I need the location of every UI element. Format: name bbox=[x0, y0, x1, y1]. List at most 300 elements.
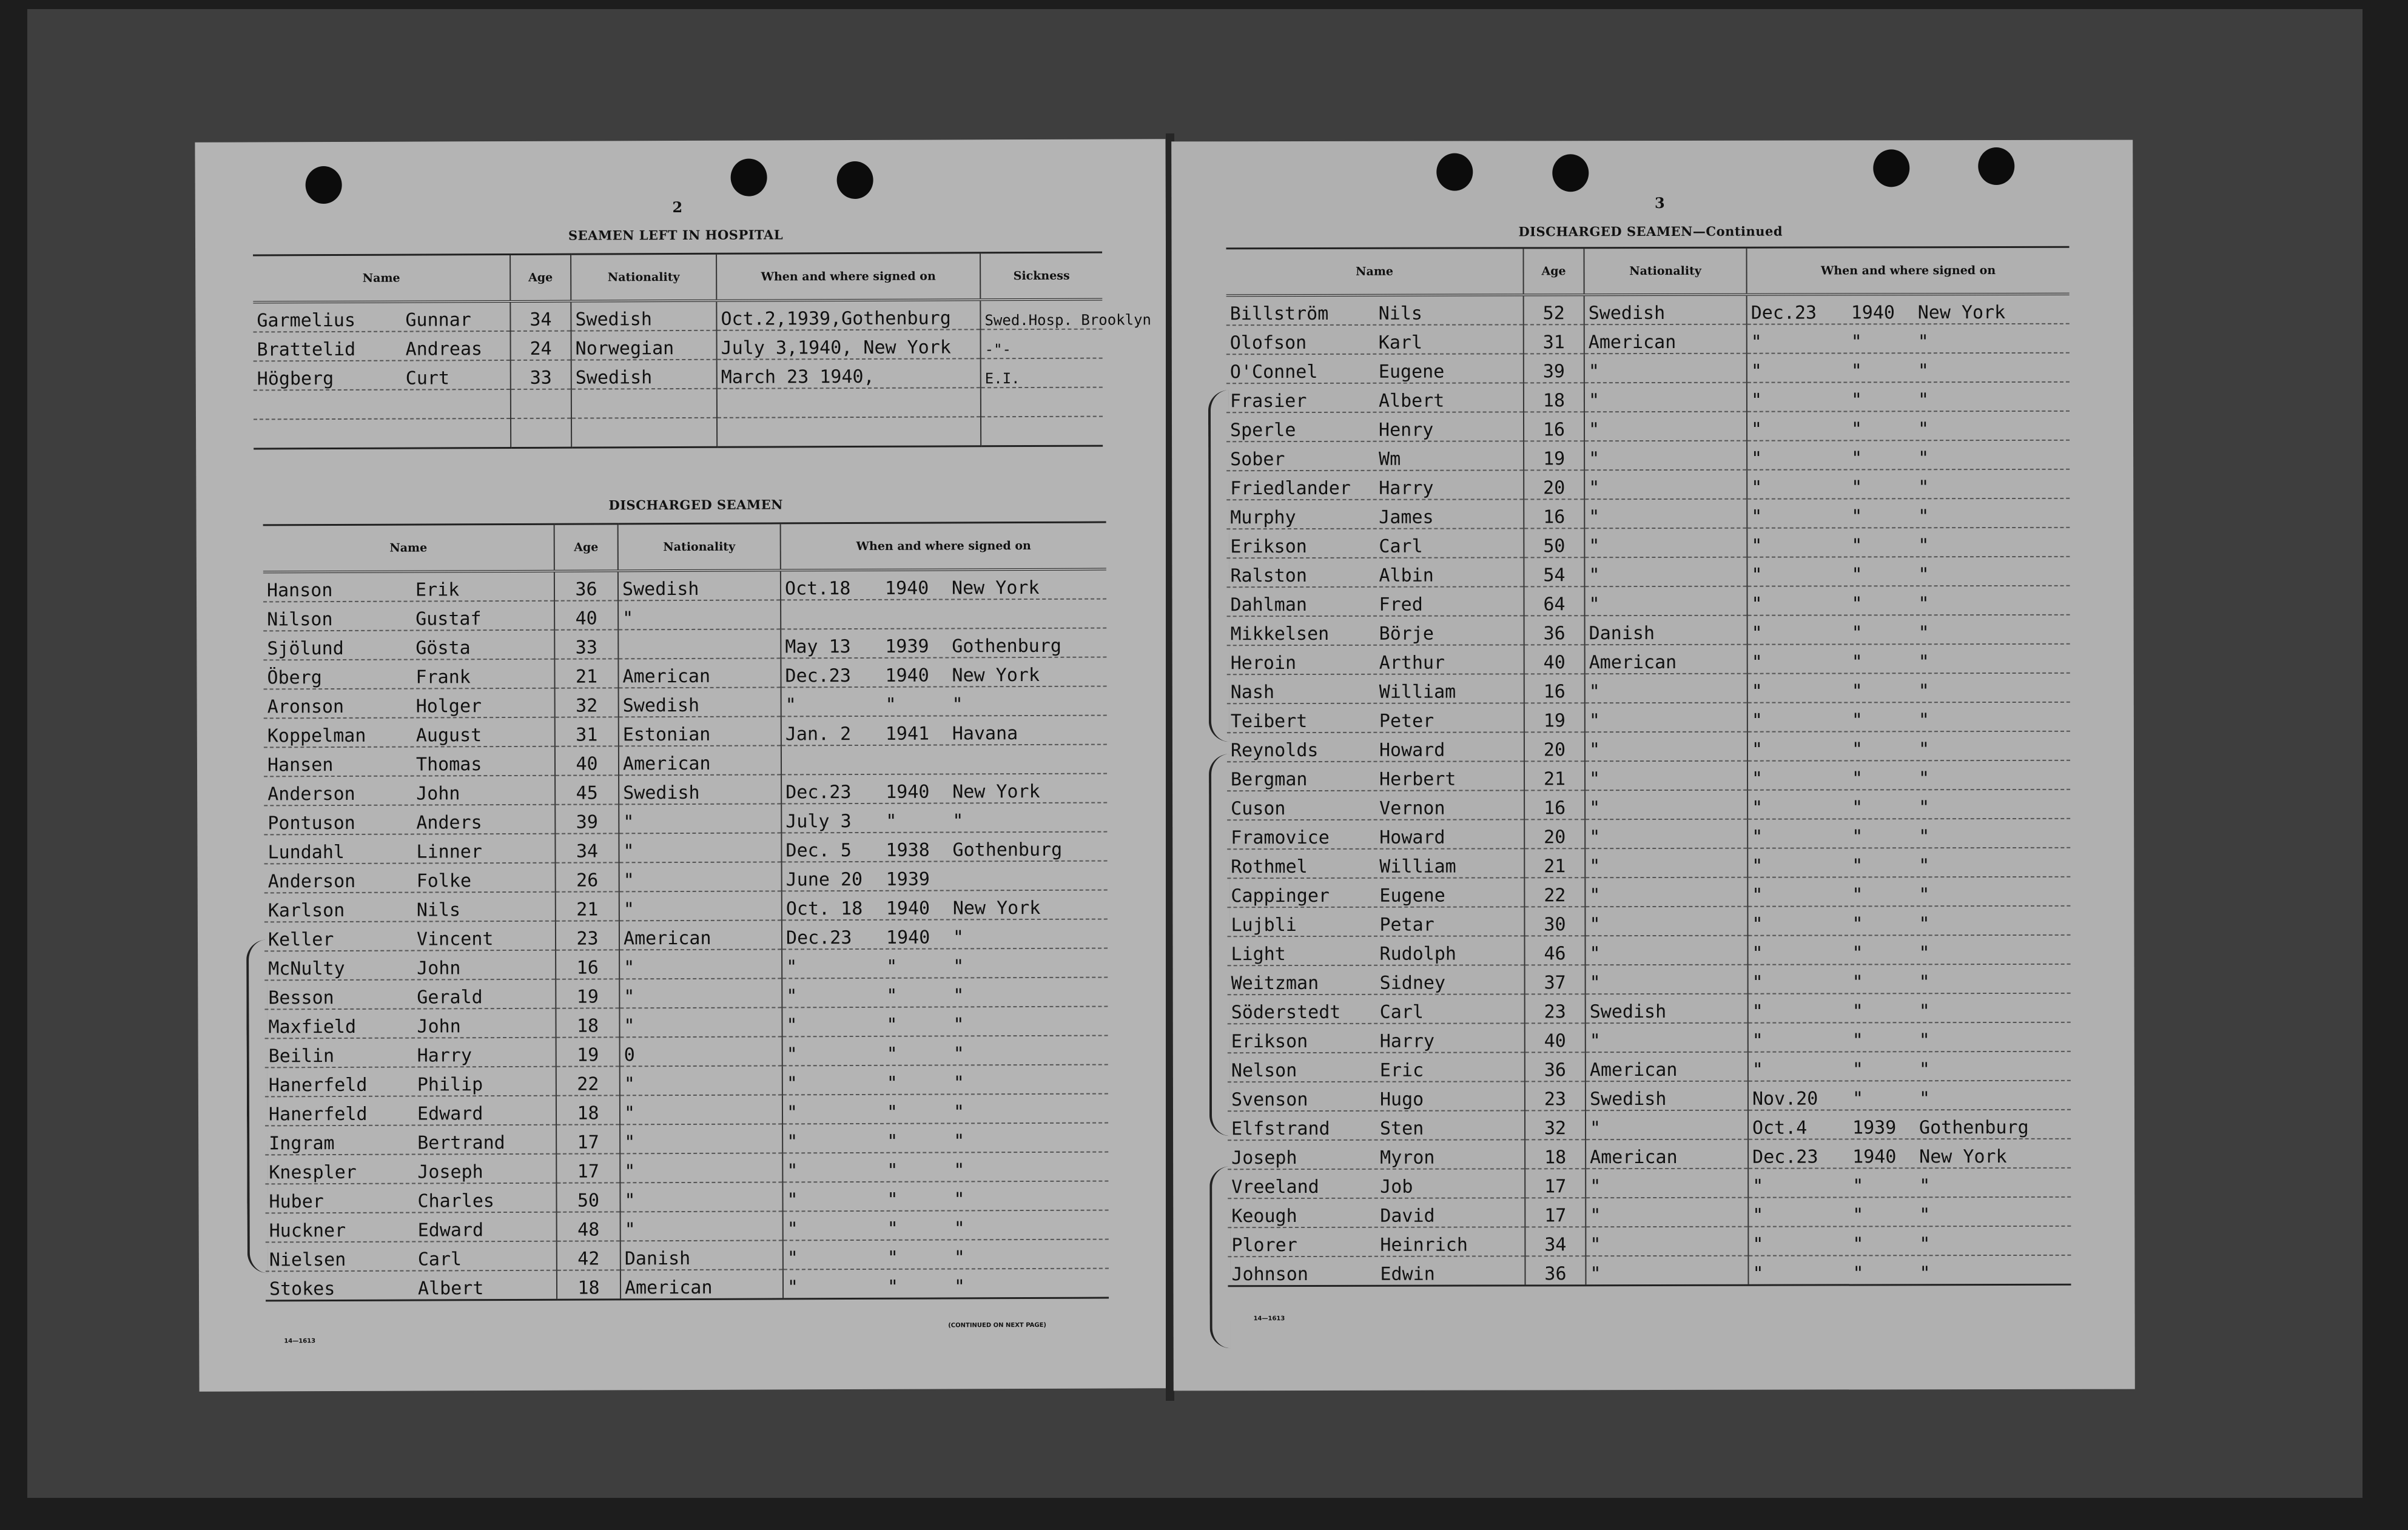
signed-on-cell bbox=[1747, 790, 2070, 819]
signed-on-year: " bbox=[1852, 971, 1863, 993]
sickness-cell: Swed.Hosp. Brooklyn bbox=[980, 300, 1102, 330]
name-cell bbox=[264, 921, 556, 951]
signed-on-place: " bbox=[1919, 826, 1930, 848]
name-cell bbox=[1228, 1110, 1525, 1140]
nationality-cell: Estonian bbox=[619, 716, 781, 746]
signed-on-place: Gothenburg bbox=[1919, 1116, 2029, 1139]
surname: Söderstedt bbox=[1231, 1001, 1341, 1024]
signed-on-date: " bbox=[787, 1189, 798, 1211]
nationality-cell: " bbox=[1586, 1110, 1748, 1139]
name-cell bbox=[1228, 1169, 1525, 1198]
seaman-name bbox=[1231, 769, 1456, 791]
table-row bbox=[1228, 1052, 2071, 1082]
seaman-name bbox=[269, 1249, 462, 1270]
surname: Hanerfeld bbox=[268, 1103, 368, 1126]
empty-cell bbox=[717, 388, 981, 418]
nationality-cell: 0 bbox=[620, 1036, 782, 1066]
signed-on-place: " bbox=[1917, 389, 1929, 411]
seaman-name bbox=[267, 725, 482, 747]
given-name: Howard bbox=[1379, 827, 1445, 848]
age-cell: 18 bbox=[1524, 383, 1584, 412]
surname: Pontuson bbox=[267, 812, 355, 834]
surname: Högberg bbox=[257, 368, 334, 390]
table-row bbox=[1226, 557, 2070, 587]
table-row bbox=[264, 1007, 1108, 1039]
table-row bbox=[1227, 819, 2070, 849]
surname: Rothmel bbox=[1231, 856, 1308, 878]
sickness-cell: -"- bbox=[980, 329, 1102, 359]
signed-on-cell bbox=[782, 1065, 1108, 1095]
age-cell: 37 bbox=[1525, 965, 1586, 994]
signed-on-place: " bbox=[953, 1014, 964, 1036]
seaman-name bbox=[1231, 944, 1456, 965]
continued-note: (CONTINUED ON NEXT PAGE) bbox=[948, 1321, 1046, 1329]
table-row bbox=[264, 803, 1107, 835]
surname: Vreeland bbox=[1231, 1176, 1319, 1198]
nationality-cell: " bbox=[619, 1007, 782, 1037]
nationality-cell: " bbox=[1584, 383, 1747, 412]
given-name: Albert bbox=[417, 1278, 484, 1300]
table-row bbox=[264, 774, 1107, 806]
signed-on-cell bbox=[781, 716, 1107, 746]
signed-on-date: " bbox=[1752, 1204, 1764, 1226]
name-cell bbox=[1226, 295, 1524, 325]
surname: Huber bbox=[269, 1191, 324, 1213]
given-name: Holger bbox=[415, 696, 482, 717]
signed-on-cell bbox=[782, 1007, 1108, 1037]
signed-on-year: " bbox=[1851, 448, 1863, 469]
signed-on-date: " bbox=[1752, 971, 1763, 993]
seaman-name bbox=[268, 958, 460, 979]
seaman-name bbox=[268, 1016, 460, 1038]
nationality-cell: " bbox=[1585, 907, 1747, 936]
signed-on-cell bbox=[1748, 1022, 2071, 1052]
given-name: Karl bbox=[1378, 332, 1423, 354]
signed-on-date: " bbox=[1752, 1263, 1764, 1284]
table-row bbox=[253, 300, 1102, 332]
signed-on-date: Dec.23 bbox=[785, 665, 851, 687]
age-cell: 18 bbox=[556, 1095, 620, 1124]
given-name: Rudolph bbox=[1379, 943, 1457, 965]
table-row bbox=[1227, 848, 2070, 878]
table-row bbox=[1226, 294, 2070, 325]
nationality-cell: " bbox=[1585, 703, 1747, 732]
surname: Joseph bbox=[1231, 1147, 1297, 1169]
name-cell bbox=[265, 1183, 556, 1213]
signed-on-date: June 20 bbox=[785, 868, 863, 891]
seaman-name bbox=[267, 637, 470, 659]
table-row bbox=[263, 628, 1106, 660]
age-cell: 31 bbox=[555, 717, 619, 746]
column-header: Name bbox=[1226, 248, 1524, 295]
age-cell: 31 bbox=[1524, 324, 1584, 354]
signed-on-place: New York bbox=[1919, 1146, 2007, 1168]
signed-on-date: " bbox=[1752, 942, 1763, 964]
surname: Dahlman bbox=[1230, 594, 1308, 616]
surname: O'Connel bbox=[1229, 361, 1318, 383]
seaman-name bbox=[267, 783, 460, 805]
age-cell: 54 bbox=[1524, 557, 1584, 586]
nationality-cell: American bbox=[1586, 1052, 1748, 1081]
table-row bbox=[1228, 1255, 2071, 1286]
signed-on-place: " bbox=[1918, 593, 1929, 615]
signed-on-date: " bbox=[1752, 1059, 1763, 1081]
signed-on-place: New York bbox=[952, 780, 1040, 803]
surname: Frasier bbox=[1229, 390, 1307, 412]
signed-on-date: " bbox=[1751, 448, 1763, 469]
signed-on-year: 1941 bbox=[885, 723, 930, 745]
seaman-name bbox=[267, 666, 470, 688]
seaman-name bbox=[1230, 303, 1422, 325]
signed-on-year: " bbox=[886, 1101, 898, 1123]
seaman-name bbox=[269, 1161, 483, 1183]
signed-on-place: " bbox=[952, 927, 964, 948]
given-name: Carl bbox=[417, 1249, 462, 1270]
table-row bbox=[1227, 673, 2070, 703]
empty-row bbox=[254, 388, 1103, 420]
signed-on-place: " bbox=[1919, 1204, 1931, 1226]
signed-on-date: " bbox=[786, 1073, 798, 1095]
surname: Billström bbox=[1229, 303, 1329, 325]
age-cell: 42 bbox=[557, 1241, 620, 1270]
name-cell bbox=[1228, 1256, 1525, 1286]
signed-on-place: " bbox=[1919, 797, 1930, 819]
table-row bbox=[264, 832, 1107, 864]
nationality-cell: " bbox=[1585, 790, 1747, 819]
table-row bbox=[1226, 586, 2070, 616]
table-row bbox=[265, 1181, 1108, 1213]
continued-section-title: DISCHARGED SEAMEN—Continued bbox=[1518, 223, 1783, 240]
age-cell: 40 bbox=[554, 600, 618, 629]
age-cell: 19 bbox=[556, 979, 619, 1008]
signed-on-place: " bbox=[1918, 680, 1929, 702]
signed-on-cell bbox=[783, 1240, 1109, 1270]
given-name: John bbox=[417, 958, 461, 979]
name-cell bbox=[1226, 528, 1524, 558]
given-name: William bbox=[1379, 681, 1456, 703]
nationality-cell: " bbox=[620, 1124, 782, 1153]
seaman-name bbox=[269, 1278, 483, 1300]
signed-on-year: " bbox=[1852, 1088, 1864, 1110]
table-row bbox=[1227, 615, 2070, 645]
table-row bbox=[1228, 1110, 2071, 1140]
age-cell: 34 bbox=[1525, 1227, 1586, 1256]
seaman-name bbox=[269, 1132, 505, 1154]
nationality-cell: Swedish bbox=[619, 774, 781, 804]
signed-on-place: " bbox=[1919, 1030, 1930, 1052]
nationality-cell: " bbox=[1586, 1227, 1748, 1256]
name-cell bbox=[1228, 965, 1525, 995]
signed-on-place: Gothenburg bbox=[952, 635, 1062, 657]
signed-on-place: " bbox=[952, 694, 963, 716]
signed-on-date: " bbox=[1752, 855, 1763, 877]
signed-on-date: Oct.18 bbox=[784, 578, 851, 600]
given-name: Harry bbox=[1379, 477, 1434, 499]
column-header: Name bbox=[253, 254, 510, 302]
sickness-cell: E.I. bbox=[981, 358, 1103, 388]
signed-on-place: " bbox=[1918, 477, 1929, 498]
column-header: Nationality bbox=[618, 523, 781, 571]
empty-cell bbox=[511, 418, 571, 448]
given-name: John bbox=[417, 1016, 461, 1038]
age-cell: 16 bbox=[1524, 790, 1585, 819]
age-cell: 30 bbox=[1524, 907, 1585, 936]
age-cell: 18 bbox=[557, 1270, 620, 1300]
seaman-name bbox=[1231, 973, 1445, 995]
signed-on-cell bbox=[1748, 1110, 2071, 1139]
signed-on-place: " bbox=[1919, 1088, 1931, 1110]
surname: Olofson bbox=[1229, 332, 1307, 354]
surname: Sperle bbox=[1230, 420, 1296, 441]
signed-on-year: 1940 bbox=[1852, 1146, 1897, 1168]
surname: Nash bbox=[1230, 682, 1275, 703]
surname: Erikson bbox=[1231, 1030, 1308, 1053]
signed-on-place: " bbox=[1919, 884, 1930, 906]
surname: Ralston bbox=[1230, 565, 1307, 587]
name-cell bbox=[265, 1154, 556, 1184]
age-cell: 36 bbox=[1525, 1256, 1586, 1286]
surname: Weitzman bbox=[1231, 972, 1319, 995]
surname: Sjölund bbox=[267, 637, 344, 660]
signed-on-year: " bbox=[1852, 1233, 1864, 1255]
signed-on-place: " bbox=[953, 1159, 965, 1181]
seaman-name bbox=[269, 1190, 494, 1212]
table-row bbox=[1226, 498, 2070, 529]
signed-on-year: " bbox=[1851, 680, 1863, 702]
table-row bbox=[264, 978, 1108, 1010]
name-cell bbox=[263, 659, 554, 690]
table-row bbox=[1226, 440, 2070, 471]
age-cell: 64 bbox=[1524, 586, 1584, 616]
table-row bbox=[264, 948, 1108, 981]
nationality-cell: " bbox=[1584, 586, 1747, 616]
table-row bbox=[263, 569, 1106, 602]
name-cell bbox=[264, 979, 556, 1010]
signed-on-date: " bbox=[1751, 680, 1763, 702]
signed-on-cell bbox=[781, 657, 1106, 688]
age-cell: 17 bbox=[1525, 1169, 1586, 1198]
name-cell bbox=[1226, 324, 1524, 354]
name-cell bbox=[265, 1067, 556, 1097]
column-header: Name bbox=[263, 524, 554, 572]
given-name: Wm bbox=[1379, 448, 1401, 470]
table-row bbox=[1228, 1081, 2071, 1111]
signed-on-cell bbox=[1747, 731, 2070, 761]
age-cell: 22 bbox=[1524, 877, 1585, 907]
name-cell bbox=[264, 834, 555, 864]
surname: Hansen bbox=[267, 754, 334, 776]
signed-on-place: " bbox=[1918, 506, 1929, 528]
age-cell: 17 bbox=[556, 1153, 620, 1183]
seaman-name bbox=[269, 1074, 483, 1096]
signed-on-date: " bbox=[786, 1102, 798, 1124]
signed-on-cell bbox=[1748, 1226, 2071, 1256]
signed-on-cell bbox=[782, 861, 1108, 891]
table-row bbox=[1228, 1022, 2071, 1053]
given-name: Erik bbox=[415, 579, 460, 601]
signed-on-cell bbox=[1748, 1197, 2071, 1227]
given-name: Andreas bbox=[405, 338, 483, 360]
seaman-name bbox=[1230, 478, 1433, 500]
table-row bbox=[264, 890, 1108, 922]
given-name: Job bbox=[1380, 1176, 1413, 1198]
signed-on-cell bbox=[782, 1152, 1108, 1183]
signed-on-place: " bbox=[953, 1276, 966, 1298]
empty-row bbox=[254, 417, 1103, 449]
surname: Anderson bbox=[267, 870, 356, 893]
surname: Besson bbox=[268, 987, 334, 1009]
surname: Nelson bbox=[1231, 1060, 1297, 1082]
signed-on-date: " bbox=[1751, 739, 1763, 760]
surname: Svenson bbox=[1231, 1089, 1308, 1111]
form-number: 14—1613 bbox=[1253, 1315, 1285, 1323]
table-row bbox=[1228, 964, 2071, 995]
seaman-name bbox=[1231, 1206, 1434, 1227]
name-cell bbox=[266, 1241, 557, 1272]
given-name: Carl bbox=[1379, 1001, 1424, 1023]
name-cell bbox=[1226, 383, 1524, 412]
seaman-name bbox=[1231, 1176, 1413, 1198]
seaman-name bbox=[1231, 1264, 1434, 1286]
signed-on-cell bbox=[1747, 848, 2070, 877]
seaman-name bbox=[1230, 536, 1422, 558]
signed-on-cell bbox=[1747, 615, 2070, 645]
signed-on-cell bbox=[1747, 353, 2070, 383]
given-name: Harry bbox=[417, 1045, 473, 1067]
signed-on-date: " bbox=[787, 1247, 798, 1269]
table-row bbox=[265, 1065, 1108, 1097]
signed-on-cell bbox=[1747, 440, 2070, 470]
signed-on-year: " bbox=[1851, 622, 1863, 644]
punch-hole bbox=[1436, 153, 1473, 191]
given-name: Arthur bbox=[1379, 652, 1445, 674]
nationality-cell: Swedish bbox=[571, 301, 716, 331]
given-name: Hugo bbox=[1379, 1089, 1424, 1110]
name-cell bbox=[1228, 1139, 1525, 1169]
name-cell bbox=[1226, 441, 1524, 471]
empty-cell bbox=[571, 389, 717, 418]
age-cell: 18 bbox=[1525, 1139, 1586, 1169]
surname: Cuson bbox=[1231, 798, 1286, 820]
signed-on-date: " bbox=[1751, 593, 1763, 615]
signed-on-place: " bbox=[1919, 1233, 1931, 1255]
signed-on-date: " bbox=[1751, 389, 1763, 411]
table-row bbox=[1226, 411, 2070, 441]
age-cell: 36 bbox=[1525, 1052, 1586, 1081]
signed-on-date: Dec.23 bbox=[785, 927, 852, 949]
signed-on-cell bbox=[781, 628, 1106, 659]
signed-on-date: " bbox=[1751, 564, 1763, 586]
table-row bbox=[254, 329, 1103, 361]
signed-on-place: " bbox=[1919, 768, 1930, 790]
nationality-cell: " bbox=[620, 1211, 783, 1241]
age-cell: 40 bbox=[555, 746, 619, 775]
signed-on-date: " bbox=[1751, 360, 1762, 382]
seaman-name bbox=[268, 899, 460, 921]
seaman-name bbox=[1231, 798, 1445, 820]
given-name: Peter bbox=[1379, 710, 1434, 732]
table-row bbox=[263, 657, 1106, 690]
signed-on-year: " bbox=[1851, 506, 1863, 528]
signed-on-date: " bbox=[1752, 1233, 1764, 1255]
name-cell bbox=[264, 1008, 556, 1039]
nationality-cell: " bbox=[620, 1182, 782, 1212]
seaman-name bbox=[257, 309, 471, 331]
signed-on-year: " bbox=[886, 1014, 898, 1036]
signed-on-cell bbox=[1747, 644, 2070, 674]
hospital-section-title: SEAMEN LEFT IN HOSPITAL bbox=[568, 227, 784, 243]
table-row bbox=[265, 1152, 1108, 1184]
surname: Anderson bbox=[267, 783, 355, 805]
left-page bbox=[195, 139, 1169, 1392]
given-name: Herbert bbox=[1379, 768, 1456, 790]
name-cell bbox=[1226, 412, 1524, 441]
signed-on-year: " bbox=[1851, 418, 1863, 440]
empty-cell bbox=[254, 389, 511, 419]
name-cell bbox=[1226, 557, 1524, 587]
age-cell: 17 bbox=[556, 1124, 620, 1153]
nationality-cell: " bbox=[619, 891, 782, 921]
page-number: 2 bbox=[672, 198, 683, 216]
signed-on-cell bbox=[783, 1210, 1109, 1241]
given-name: Vernon bbox=[1379, 797, 1445, 819]
given-name: Myron bbox=[1380, 1147, 1435, 1169]
age-cell: 34 bbox=[555, 833, 619, 862]
signed-on-cell bbox=[1748, 964, 2071, 994]
signed-on-place: " bbox=[953, 1247, 965, 1269]
nationality-cell: " bbox=[1586, 1023, 1748, 1052]
page-number: 3 bbox=[1654, 193, 1665, 212]
column-header: Sickness bbox=[980, 252, 1102, 300]
surname: Hanson bbox=[266, 580, 333, 602]
name-cell bbox=[1226, 354, 1524, 383]
signed-on-cell bbox=[1747, 294, 2070, 324]
signed-on-year: " bbox=[886, 985, 898, 1007]
signed-on-place: Gothenburg bbox=[952, 839, 1063, 861]
signed-on-date: " bbox=[786, 985, 798, 1007]
signed-on-year: " bbox=[1852, 1059, 1863, 1081]
age-cell: 39 bbox=[555, 804, 619, 833]
surname: Huckner bbox=[269, 1220, 346, 1242]
signed-on-year: " bbox=[1852, 1030, 1863, 1052]
name-cell bbox=[266, 1270, 557, 1301]
signed-on-cell bbox=[1748, 1052, 2071, 1081]
name-cell bbox=[1226, 586, 1524, 616]
seaman-name bbox=[1231, 623, 1434, 645]
signed-on-year: " bbox=[1851, 389, 1863, 411]
name-cell bbox=[1227, 703, 1524, 733]
signed-on-year: " bbox=[887, 1130, 898, 1152]
column-header: Age bbox=[1524, 248, 1584, 295]
signed-on-cell bbox=[781, 803, 1107, 833]
signed-on-cell bbox=[1748, 1168, 2071, 1198]
table-row bbox=[266, 1240, 1109, 1272]
signed-on-date: " bbox=[1752, 826, 1763, 848]
age-cell: 16 bbox=[556, 950, 619, 979]
name-cell bbox=[1227, 819, 1524, 849]
table-row bbox=[1227, 790, 2070, 820]
signed-on-place: " bbox=[1918, 622, 1929, 644]
signed-on-place: " bbox=[953, 1072, 964, 1094]
seaman-name bbox=[1231, 1089, 1424, 1111]
table-row bbox=[265, 1094, 1108, 1126]
surname: Brattelid bbox=[257, 338, 356, 361]
given-name: Petar bbox=[1379, 914, 1434, 936]
nationality-cell: " bbox=[620, 1065, 782, 1095]
signed-on-date: " bbox=[1751, 622, 1763, 644]
table-row bbox=[1227, 702, 2070, 733]
name-cell bbox=[1228, 1198, 1525, 1227]
